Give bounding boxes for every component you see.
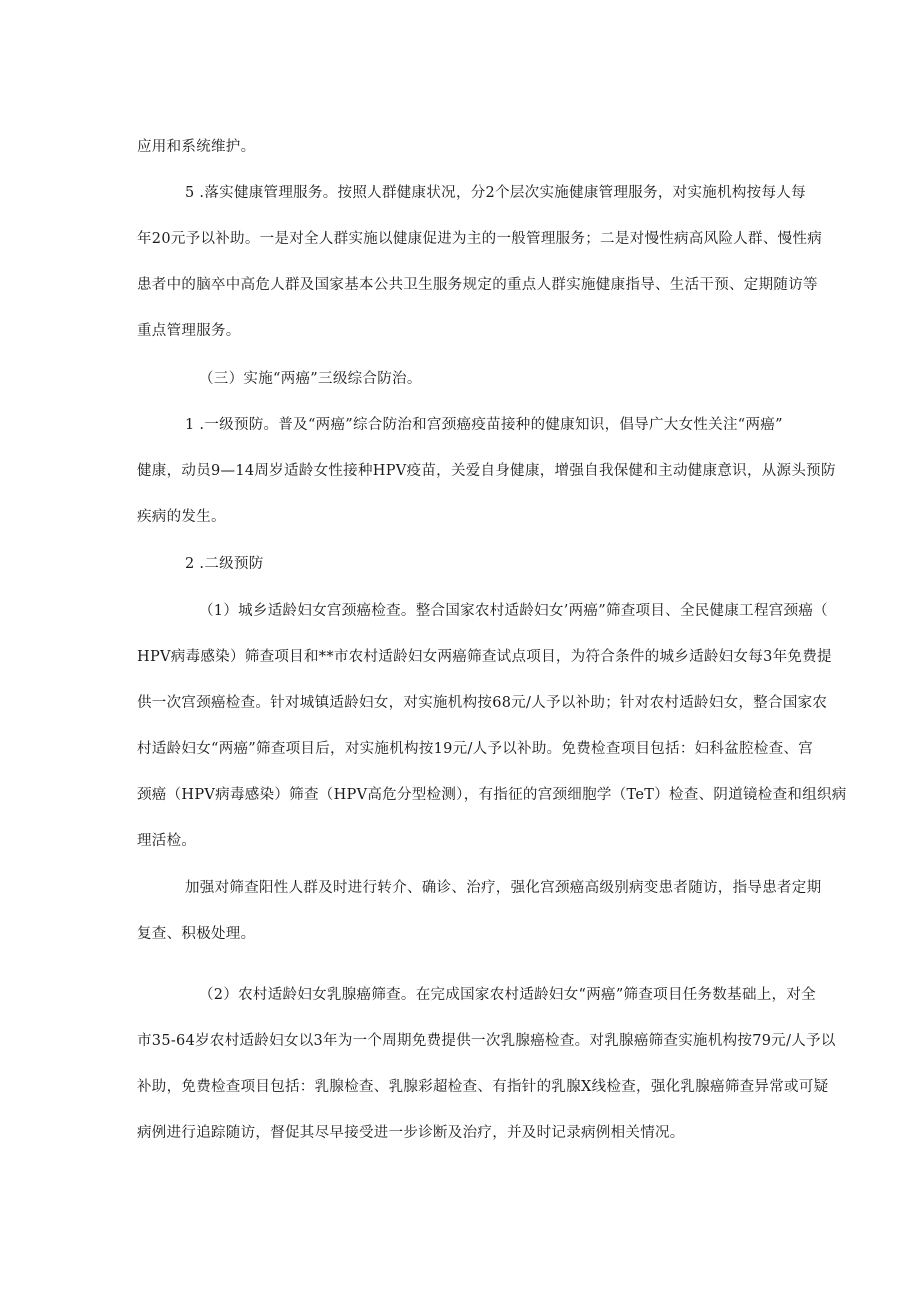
text-line: HPV病毒感染）筛查项目和**市农村适龄妇女两癌筛查试点项目，为符合条件的城乡适龄妇女每3年免费提 bbox=[137, 649, 832, 665]
text-line: 复查、积极处理。 bbox=[137, 926, 256, 942]
paragraph-cervical-cancer-screening bbox=[137, 588, 847, 864]
paragraph-positive-followup bbox=[137, 865, 822, 957]
text-line: 颈癌（HPV病毒感染）筛查（HPV高危分型检测），有指征的宫颈细胞学（TeT）检查、阴道镜检查和组织病 bbox=[137, 787, 847, 803]
paragraph-health-management bbox=[137, 170, 823, 354]
text-line: 病例进行追踪随访，督促其尽早接受进一步诊断及治疗，并及时记录病例相关情况。 bbox=[137, 1125, 685, 1141]
text-line: 补助，免费检查项目包括：乳腺检查、乳腺彩超检查、有指针的乳腺X线检查，强化乳腺癌筛查异常或可疑 bbox=[137, 1079, 829, 1095]
paragraph-primary-prevention bbox=[137, 402, 836, 540]
text-line: 健康，动员9—14周岁适龄女性接种HPV疫苗，关爱自身健康，增强自我保健和主动健康意识，从源头预防 bbox=[137, 463, 836, 479]
text-line: 应用和系统维护。 bbox=[137, 139, 256, 155]
text-line: 5 .落实健康管理服务。按照人群健康状况，分2个层次实施健康管理服务，对实施机构按每人每 bbox=[185, 185, 806, 201]
text-line: 2 .二级预防 bbox=[185, 556, 264, 572]
text-line: 村适龄妇女“两癌”筛查项目后，对实施机构按19元/人予以补助。免费检查项目包括：妇科盆腔检查、宫 bbox=[137, 741, 814, 757]
text-line: 重点管理服务。 bbox=[137, 323, 241, 339]
text-line: 理活检。 bbox=[137, 833, 197, 849]
text-line: 年20元予以补助。一是对全人群实施以健康促进为主的一般管理服务；二是对慢性病高风险人群、慢性病 bbox=[137, 231, 823, 247]
text-line: 患者中的脑卒中高危人群及国家基本公共卫生服务规定的重点人群实施健康指导、生活干预、定期随访等 bbox=[137, 277, 818, 293]
text-line: 1 .一级预防。普及“两癌”综合防治和宫颈癌疫苗接种的健康知识，倡导广大女性关注“两癌” bbox=[185, 417, 783, 433]
text-line: （2）农村适龄妇女乳腺癌筛查。在完成国家农村适龄妇女“两癌”筛查项目任务数基础上，对全 bbox=[199, 987, 816, 1003]
subheading-secondary-prevention bbox=[137, 541, 787, 587]
text-line: 供一次宫颈癌检查。针对城镇适龄妇女，对实施机构按68元/人予以补助；针对农村适龄妇女，整合国家农 bbox=[137, 695, 828, 711]
text-line: 疾病的发生。 bbox=[137, 509, 226, 525]
text-line: 市35-64岁农村适龄妇女以3年为一个周期免费提供一次乳腺癌检查。对乳腺癌筛查实施机构按79元/人予以 bbox=[137, 1033, 836, 1049]
text-line: （三）实施“两癌”三级综合防治。 bbox=[199, 371, 422, 387]
paragraph-system-maintenance bbox=[137, 124, 787, 170]
text-line: 加强对筛查阳性人群及时进行转介、确诊、治疗，强化宫颈癌高级别病变患者随访，指导患者定期 bbox=[185, 880, 822, 896]
paragraph-breast-cancer-screening bbox=[137, 972, 836, 1156]
text-line: （1）城乡适龄妇女宫颈癌检查。整合国家农村适龄妇女’两癌”筛查项目、全民健康工程宫颈癌（ bbox=[199, 603, 828, 619]
section-heading-two-cancers bbox=[137, 356, 787, 402]
